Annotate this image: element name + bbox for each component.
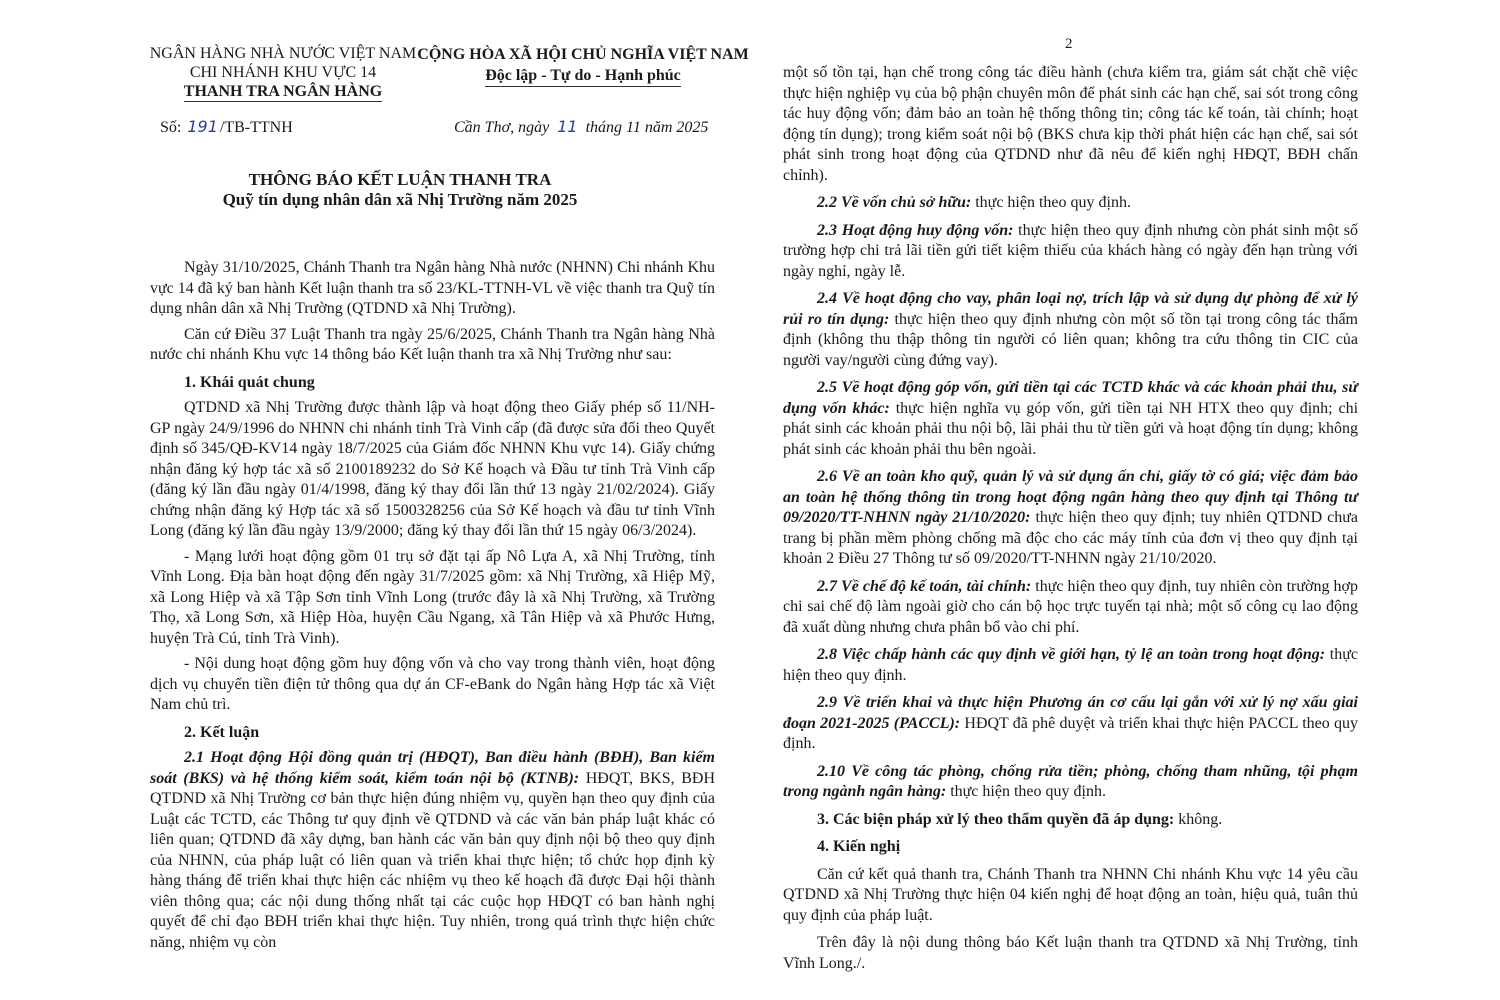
section-2-10-heading: 2.10 Về công tác phòng, chống rửa tiền; phòng, chống tham nhũng, tội phạm trong ngành ngân hàng: [783,762,1358,800]
document-date [454,117,708,137]
nation-motto: Độc lập - Tự do - Hạnh phúc [485,65,681,87]
doc-number-prefix: Số: [160,119,182,136]
section-2-4-heading: 2.4 Về hoạt động cho vay, phân loại nợ, trích lập và sử dụng dự phòng để xử lý rủi ro tín dụng: [783,290,1358,328]
section-2-5-paragraph [783,378,1358,460]
section-4-title: 4. Kiến nghị [817,838,901,855]
section-1-paragraph-3: - Nội dung hoạt động gồm huy động vốn và cho vay trong thành viên, hoạt động dịch vụ chuyển tiền điện tử thông qua dự án CF-eBank do Ngân hàng Hợp tác xã Việt Nam chủ trì. [150,655,715,713]
section-2-8-paragraph [783,645,1358,686]
section-3-heading: 3. Các biện pháp xử lý theo thẩm quyền đã áp dụng: [817,810,1175,828]
section-2-8-heading: 2.8 Việc chấp hành các quy định về giới hạn, tỷ lệ an toàn trong hoạt động: [817,646,1326,663]
document-number [160,117,293,137]
date-suffix: tháng 11 năm 2025 [585,119,709,136]
section-2-title: 2. Kết luận [184,723,260,741]
page-2-body [783,63,1358,974]
title-line-2: Quỹ tín dụng nhân dân xã Nhị Trường năm 2025 [222,190,578,209]
section-2-2-text: thực hiện theo quy định. [971,194,1131,211]
section-1-paragraph-2: - Mạng lưới hoạt động gồm 01 trụ sở đặt tại ấp Nô Lựa A, xã Nhị Trường, tỉnh Vĩnh Long. Địa bàn hoạt động đến ngày 31/7/2025 gồm: xã Nhị Trường, xã Hiệp Mỹ, xã Long Hiệp và xã Tập Sơn tỉnh Vĩnh Long (trước đây là xã Nhị Trường, xã Trường Thọ, xã Long Sơn, xã Hiệp Hòa, huyện Cầu Ngang, xã Tân Hiệp và xã Phước Hưng, huyện Trà Cú, tỉnh Trà Vinh). [150,547,715,647]
section-2-2-heading: 2.2 Về vốn chủ sở hữu: [817,194,972,211]
section-2-5-text: thực hiện nghĩa vụ góp vốn, gửi tiền tại NH HTX theo quy định; chi phát sinh các khoản phải thu nội bộ, lãi phải thu từ tiền gửi và hoạt động tín dụng; không phát sinh các khoản phải thu bên ngoài. [783,399,1359,458]
section-2-5-heading: 2.5 Về hoạt động góp vốn, gửi tiền tại các TCTD khác và các khoản phải thu, sử dụng vốn khác: [783,379,1358,417]
agency-line-3: THANH TRA NGÂN HÀNG [183,83,383,100]
section-2-9-paragraph [783,693,1358,755]
handwritten-day: 11 [557,117,578,136]
national-motto-block [408,44,750,87]
section-2-7-text: thực hiện theo quy định, tuy nhiên còn trường hợp chi sai chế độ làm ngoài giờ cho cán bộ học trực tuyến tại nhà; một số công cụ lao động đã xuất dùng nhưng chưa phân bổ vào chi phí. [783,577,1359,636]
section-2-6-paragraph [783,467,1358,570]
issuing-agency-block [108,44,458,102]
section-2-7-paragraph [783,577,1358,639]
section-2-2-paragraph [783,193,1358,214]
section-2-3-paragraph [783,221,1358,283]
title-line-1: THÔNG BÁO KẾT LUẬN THANH TRA [248,170,552,189]
section-2-4-paragraph [783,289,1358,371]
agency-line-2: CHI NHÁNH KHU VỰC 14 [189,64,377,81]
agency-line-1: NGÂN HÀNG NHÀ NƯỚC VIỆT NAM [149,45,417,62]
page-1-body [150,258,715,953]
section-1-paragraph-1: QTDND xã Nhị Trường được thành lập và hoạt động theo Giấy phép số 11/NH-GP ngày 24/9/1996 do NHNN chi nhánh tỉnh Trà Vinh cấp (đã được sửa đổi theo Quyết định số 345/QĐ-KV14 ngày 18/7/2025 của Giám đốc NHNN Khu vực 14). Giấy chứng nhận đăng ký hợp tác xã số 2100189232 do Sở Kế hoạch và Đầu tư tỉnh Trà Vinh cấp (đăng ký lần đầu ngày 01/4/1998, đăng ký thay đổi lần thứ 13 ngày 21/02/2024). Giấy chứng nhận đăng ký Hợp tác xã số 1500328256 của Sở Kế hoạch và đầu tư tỉnh Vĩnh Long (đăng ký lần đầu ngày 13/9/2000; đăng ký thay đổi lần thứ 15 ngày 06/3/2024). [150,399,715,539]
intro-paragraph-2: Căn cứ Điều 37 Luật Thanh tra ngày 25/6/2025, Chánh Thanh tra Ngân hàng Nhà nước chi nhánh Khu vực 14 thông báo Kết luận thanh tra xã Nhị Trường như sau: [150,325,715,363]
section-2-7-heading: 2.7 Về chế độ kế toán, tài chính: [817,577,1032,595]
section-4-paragraph-2: Trên đây là nội dung thông báo Kết luận thanh tra QTDND xã Nhị Trường, tỉnh Vĩnh Long./. [783,934,1358,972]
nation-name: CỘNG HÒA XÃ HỘI CHỦ NGHĨA VIỆT NAM [417,46,749,63]
section-2-4-text: thực hiện theo quy định nhưng còn một số tồn tại trong công tác thẩm định (không thu thập thông tin người có liên quan; không tra cứu thông tin CIC của người vay/người cùng đứng vay). [783,310,1358,369]
section-2-10-text: thực hiện theo quy định. [946,783,1106,800]
page-number: 2 [1065,36,1073,52]
section-2-8-text: thực hiện theo quy định. [783,646,1359,684]
continued-paragraph: một số tồn tại, hạn chế trong công tác điều hành (chưa kiểm tra, giám sát chặt chẽ việc thực hiện nghiệp vụ của bộ phận chuyên môn để phát sinh các hạn chế, sai sót trong công tác huy động vốn; đảm bảo an toàn hệ thống thông tin; công tác kế toán, tài chính; hoạt động tín dụng); trong kiểm soát nội bộ (BKS chưa kịp thời phát hiện các hạn chế, sai sót phát sinh trong hoạt động của QTDND như đã nêu để kiến nghị HĐQT, BĐH chấn chỉnh). [783,64,1358,184]
handwritten-doc-number: 191 [187,117,218,136]
section-2-6-text: thực hiện theo quy định; tuy nhiên QTDND chưa trang bị phần mềm phòng chống mã độc cho các máy tính của đơn vị theo quy định tại khoản 2 Điều 27 Thông tư số 09/2020/TT-NHNN ngày 21/10/2020. [783,509,1358,567]
document-page-2 [750,0,1500,1000]
section-2-3-heading: 2.3 Hoạt động huy động vốn: [817,221,1014,239]
section-2-1-text: HĐQT, BKS, BĐH QTDND xã Nhị Trường cơ bản thực hiện đúng nhiệm vụ, quyền hạn theo quy định của Luật các TCTD, các Thông tư quy định về QTDND và các văn bản pháp luật khác có liên quan; QTDND đã xây dựng, ban hành các văn bản quy định nội bộ theo quy định của NHNN, của pháp luật có liên quan và triển khai thực hiện; tổ chức họp định kỳ hàng tháng để triển khai thực hiện các nhiệm vụ theo kế hoạch đã được Đại hội thành viên thông qua; các nội dung thống nhất tại các cuộc họp HĐQT có ban hành nghị quyết để chỉ đạo BĐH triển khai thực hiện. Tuy nhiên, trong quá trình thực hiện chức năng, nhiệm vụ còn [150,769,715,951]
section-2-9-text: HĐQT đã phê duyệt và triển khai thực hiện PACCL theo quy định. [783,714,1358,752]
section-4-paragraph-1: Căn cứ kết quả thanh tra, Chánh Thanh tra NHNN Chi nhánh Khu vực 14 yêu cầu QTDND xã Nhị Trường thực hiện 04 kiến nghị để hoạt động an toàn, hiệu quả, tuân thủ quy định của pháp luật. [783,865,1358,924]
document-title [150,170,650,210]
section-2-10-paragraph [783,762,1358,803]
section-1-title: 1. Khái quát chung [184,373,315,391]
section-3-text: không. [1174,810,1223,828]
doc-number-suffix: /TB-TTNH [219,119,293,136]
section-2-9-heading: 2.9 Về triển khai và thực hiện Phương án cơ cấu lại gắn với xử lý nợ xấu giai đoạn 2021-2025 (PACCL): [783,694,1358,732]
section-2-1-paragraph [150,748,715,953]
section-3-paragraph [783,810,1358,831]
section-2-6-heading: 2.6 Về an toàn kho quỹ, quản lý và sử dụng ấn chỉ, giấy tờ có giá; việc đảm bảo an toàn hệ thống thông tin trong hoạt động ngân hàng theo quy định tại Thông tư 09/2020/TT-NHNN ngày 21/10/2020: [783,468,1358,526]
section-2-3-text: thực hiện theo quy định nhưng còn phát sinh một số trường hợp chi trả lãi tiền gửi tiết kiệm thiếu của khách hàng có ngày đến hạn trùng với ngày nghỉ, ngày lễ. [783,221,1358,280]
date-prefix: Cần Thơ, ngày [454,119,550,136]
intro-paragraph-1: Ngày 31/10/2025, Chánh Thanh tra Ngân hàng Nhà nước (NHNN) Chi nhánh Khu vực 14 đã ký ban hành Kết luận thanh tra số 23/KL-TTNH-VL về việc thanh tra Quỹ tín dụng nhân dân xã Nhị Trường (QTDND xã Nhị Trường). [150,259,715,317]
section-2-1-heading: 2.1 Hoạt động Hội đồng quản trị (HĐQT), Ban điều hành (BĐH), Ban kiểm soát (BKS) và hệ thống kiểm soát, kiểm toán nội bộ (KTNB): [150,749,715,787]
